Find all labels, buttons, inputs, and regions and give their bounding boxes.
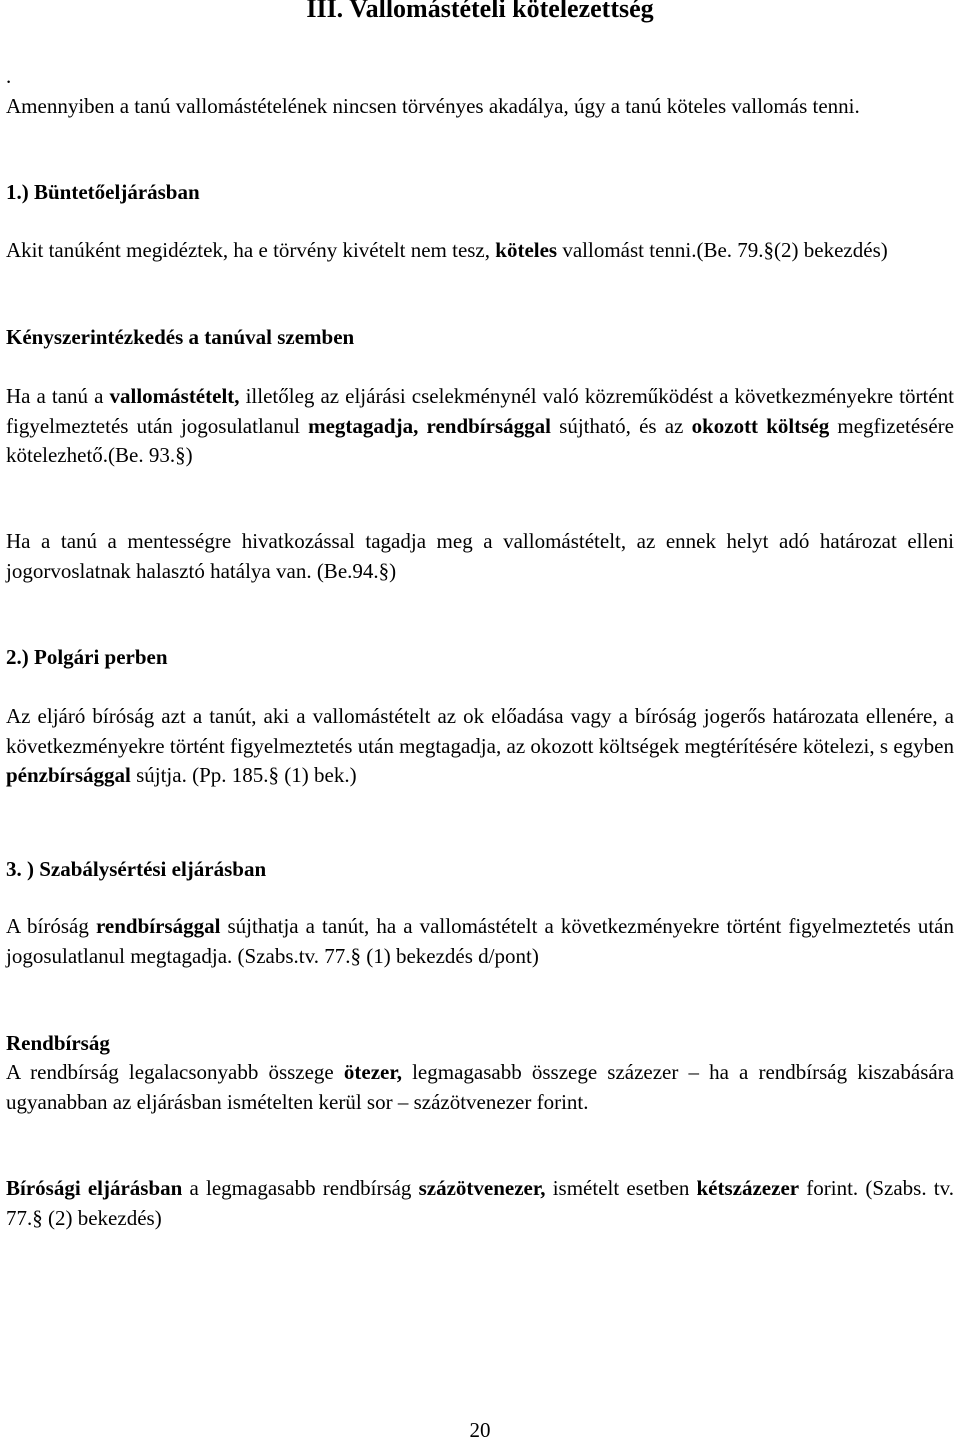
criminal-paragraph-1: Akit tanúként megidéztek, ha e törvény kivételt nem tesz, köteles vallomást tenni.(Be. 79.§(2) bekezdés) (6, 238, 888, 262)
court-procedure-paragraph: Bírósági eljárásban a legmagasabb rendbírság százötvenezer, ismételt esetben kétszázezer forint. (Szabs. tv. 77.§ (2) bekezdés) (6, 1176, 954, 1230)
heading-fine: Rendbírság (6, 1031, 110, 1055)
section-heading-misdemeanor: 3. ) Szabálysértési eljárásban (6, 857, 267, 881)
page-title: III. Vallomástételi kötelezettség (306, 0, 654, 23)
civil-paragraph: Az eljáró bíróság azt a tanút, aki a vallomástételt az ok előadása vagy a bíróság jogerős határozata ellenére, a következményekre történt figyelmeztetés után megtagadja, az okozott költségek megtérítésére kötelezi, s egyben pénzbírsággal sújtja. (Pp. 185.§ (1) bek.) (6, 704, 954, 787)
intro-paragraph: Amennyiben a tanú vallomástételének nincsen törvényes akadálya, úgy a tanú köteles vallomás tenni. (6, 94, 860, 118)
section-heading-civil: 2.) Polgári perben (6, 645, 168, 669)
fine-paragraph: A rendbírság legalacsonyabb összege ötezer, legmagasabb összege százezer – ha a rendbírság kiszabására ugyanabban az eljárásban ismételten kerül sor – százötvenezer forint. (6, 1060, 954, 1114)
subheading-coercive-measures: Kényszerintézkedés a tanúval szemben (6, 325, 355, 349)
misdemeanor-paragraph: A bíróság rendbírsággal sújthatja a tanút, ha a vallomástételt a következményekre történt figyelmeztetés után jogosulatlanul megtagadja. (Szabs.tv. 77.§ (1) bekezdés d/pont) (6, 914, 955, 968)
section-heading-criminal: 1.) Büntetőeljárásban (6, 180, 200, 204)
page-number: 20 (469, 1418, 491, 1442)
dot-line: . (6, 64, 12, 88)
criminal-paragraph-3: Ha a tanú a mentességre hivatkozással tagadja meg a vallomástételt, az ennek helyt adó határozat elleni jogorvoslatnak halasztó hatálya van. (Be.94.§) (6, 529, 954, 583)
criminal-paragraph-2: Ha a tanú a vallomástételt, illetőleg az eljárási cselekménynél való közreműködést a következményekre történt figyelmeztetés után jogosulatlanul megtagadja, rendbírsággal sújtható, és az okozott költség megfizetésére kötelezhető.(Be. 93.§) (6, 384, 954, 467)
